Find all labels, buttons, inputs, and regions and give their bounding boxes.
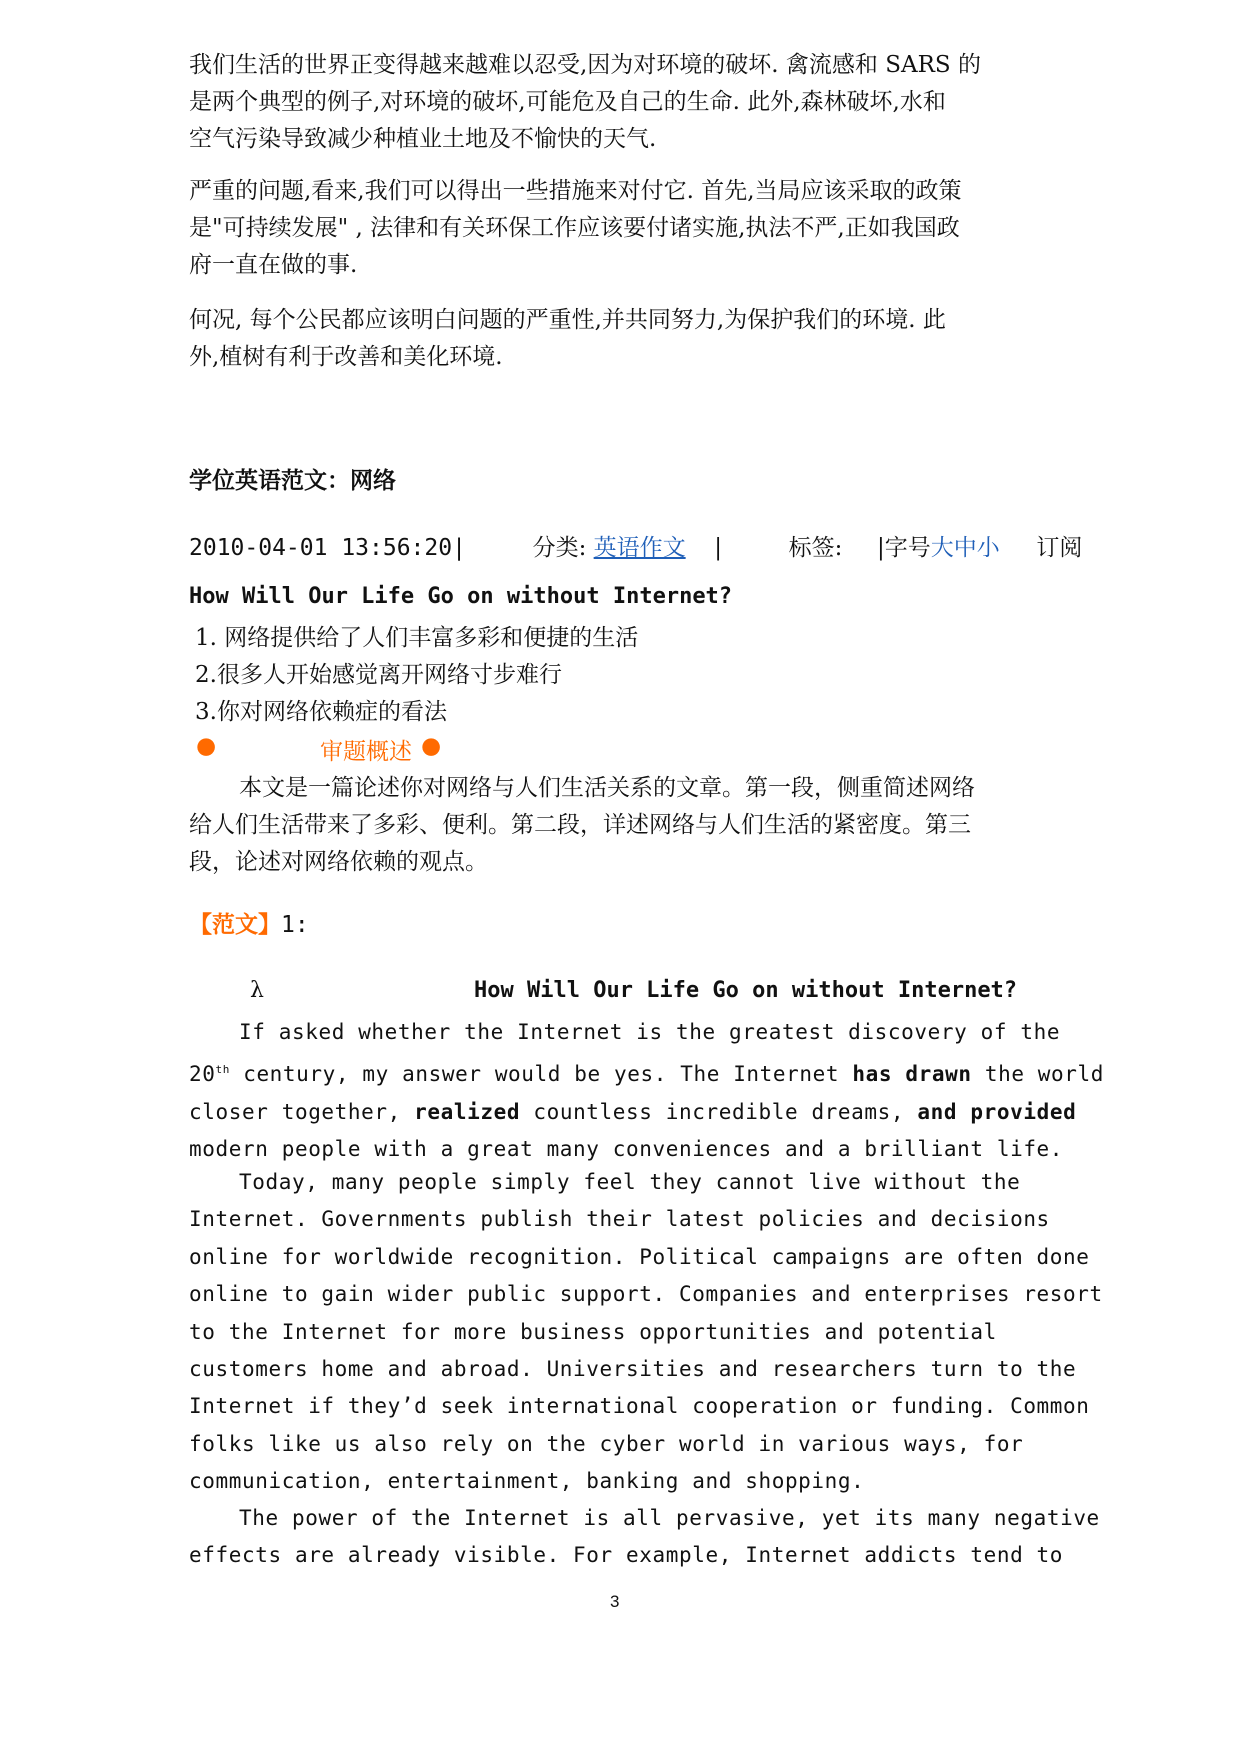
page-number: 3	[610, 1592, 620, 1611]
lambda-symbol: λ	[250, 978, 264, 1003]
sample-number: 1:	[281, 912, 309, 938]
paragraph-environment-1	[189, 47, 1059, 158]
bold-text: and provided	[917, 1099, 1077, 1124]
paragraph-environment-2	[189, 173, 1059, 284]
text-line: The power of the Internet is all pervasive, yet its many negative	[239, 1506, 1100, 1530]
essay-paragraph-1	[189, 1014, 1105, 1169]
superscript: th	[215, 1063, 230, 1077]
font-size-large-link[interactable]: 大	[930, 535, 954, 561]
text-line	[189, 1094, 1077, 1131]
bullet-icon: ●	[421, 733, 442, 759]
text-line: 是两个典型的例子,对环境的破坏,可能危及自己的生命. 此外,森林破坏,水和	[189, 89, 946, 115]
text-line: 给人们生活带来了多彩、便利。第二段，详述网络与人们生活的紧密度。第三	[189, 812, 971, 838]
category-link[interactable]: 英语作文	[593, 535, 686, 561]
essay-paragraph-3	[189, 1500, 1100, 1575]
summary-paragraph	[189, 770, 1059, 881]
outline-list	[195, 620, 638, 731]
font-size-medium-link[interactable]: 中	[953, 535, 977, 561]
category-label: 分类:	[532, 535, 587, 561]
sample-label: 【范文】	[189, 911, 281, 938]
text-line: 本文是一篇论述你对网络与人们生活关系的文章。第一段，侧重简述网络	[239, 775, 975, 801]
text-line: 严重的问题,看来,我们可以得出一些措施来对付它. 首先,当局应该采取的政策	[189, 178, 962, 204]
bold-text: realized	[414, 1099, 521, 1124]
text-line: communication, entertainment, banking and shopping.	[189, 1469, 865, 1494]
summary-label: 审题概述	[320, 739, 412, 765]
font-size-label: |字号	[877, 535, 931, 561]
text-line: Internet. Governments publish their latest policies and decisions	[189, 1207, 1050, 1232]
bullet-icon: ●	[196, 733, 217, 759]
text-line: 空气污染导致减少种植业土地及不愉快的天气.	[189, 126, 657, 152]
text-line: effects are already visible. For example, Internet addicts tend to	[189, 1543, 1064, 1568]
text-line: Internet if they’d seek international cooperation or funding. Common	[189, 1394, 1090, 1419]
text-line: online for worldwide recognition. Political campaigns are often done	[189, 1244, 1090, 1269]
text-span: the world	[971, 1062, 1105, 1087]
text-line: 何况, 每个公民都应该明白问题的严重性,并共同努力,为保护我们的环境. 此	[189, 307, 946, 333]
text-line: to the Internet for more business opportunities and potential	[189, 1319, 997, 1344]
post-datetime: 2010-04-01 13:56:20|	[189, 535, 466, 561]
text-line: modern people with a great many conveniences and a brilliant life.	[189, 1137, 1064, 1162]
text-line: 是"可持续发展" , 法律和有关环保工作应该要付诸实施,执法不严,正如我国政	[189, 215, 960, 241]
text-line	[189, 1051, 1105, 1093]
list-item: 3.你对网络依赖症的看法	[195, 699, 447, 725]
section-title: 学位英语范文：网络	[189, 467, 396, 494]
text-span: century, my answer would be yes. The Internet	[229, 1062, 853, 1087]
font-size-small-link[interactable]: 小	[976, 535, 1000, 561]
topic-title: How Will Our Life Go on without Internet?	[189, 584, 733, 609]
subscribe-link[interactable]: 订阅	[1036, 535, 1083, 561]
paragraph-environment-3	[189, 302, 1059, 376]
list-item: 2.很多人开始感觉离开网络寸步难行	[195, 662, 562, 688]
list-item: 1. 网络提供给了人们丰富多彩和便捷的生活	[195, 625, 639, 651]
text-span: countless incredible dreams,	[520, 1099, 918, 1124]
text-span: 20	[189, 1062, 216, 1087]
text-span: closer together,	[189, 1099, 415, 1124]
text-line: Today, many people simply feel they cannot live without the	[239, 1170, 1021, 1194]
text-line: customers home and abroad. Universities and researchers turn to the	[189, 1357, 1077, 1382]
text-line: 府一直在做的事.	[189, 252, 358, 278]
essay-paragraph-2	[189, 1164, 1103, 1501]
text-line: 外,植树有利于改善和美化环境.	[189, 344, 503, 370]
essay-title: How Will Our Life Go on without Internet?	[474, 978, 1018, 1003]
bold-text: has drawn	[852, 1062, 972, 1087]
sample-essay-label	[189, 906, 309, 939]
meta-separator: |	[714, 535, 723, 561]
tags-label: 标签:	[788, 535, 843, 561]
text-line: If asked whether the Internet is the greatest discovery of the	[239, 1020, 1061, 1044]
text-line: 段，论述对网络依赖的观点。	[189, 849, 488, 875]
post-meta	[189, 529, 1082, 562]
text-line: 我们生活的世界正变得越来越难以忍受,因为对环境的破坏. 禽流感和 SARS 的	[189, 52, 981, 78]
text-line: folks like us also rely on the cyber world in various ways, for	[189, 1431, 1024, 1456]
text-line: online to gain wider public support. Companies and enterprises resort	[189, 1282, 1103, 1307]
